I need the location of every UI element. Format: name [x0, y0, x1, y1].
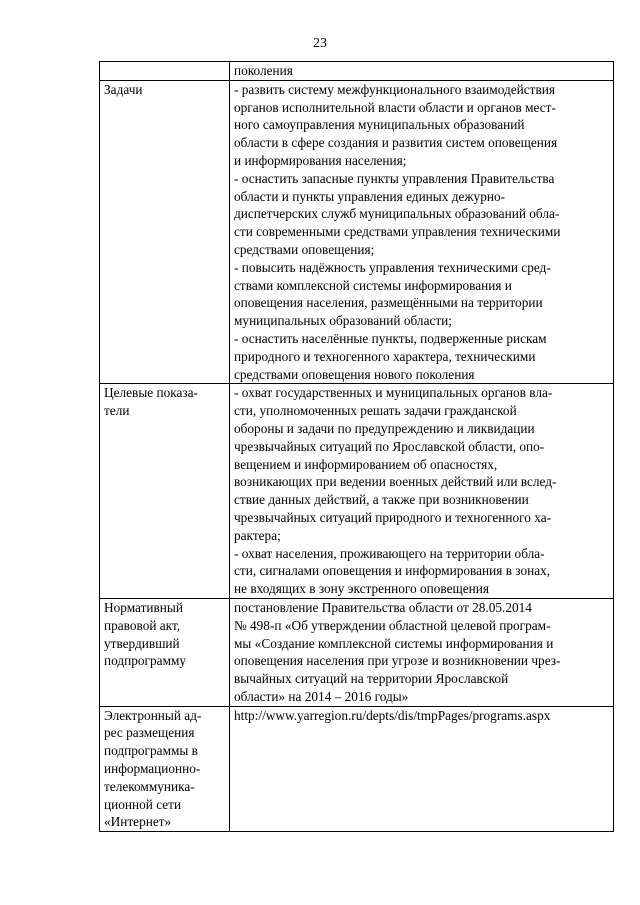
row-content-line: чрезвычайных ситуаций по Ярославской области, опо-	[234, 438, 545, 454]
page-number: 23	[313, 36, 327, 51]
row-content-line: обороны и задачи по предупреждению и ликвидации	[234, 420, 535, 436]
row-content-line: ного самоуправления муниципальных образований	[234, 117, 525, 133]
subprogram-passport-table	[99, 61, 614, 832]
row-label-line: Нормативный	[104, 599, 183, 615]
row-content-line: области в сфере создания и развития систем оповещения	[234, 135, 558, 151]
row-content-line: муниципальных образований области;	[234, 313, 452, 329]
row-label-line: утвердивший	[104, 635, 180, 651]
row-label-line: подпрограмму	[104, 653, 187, 669]
row-label-line: информационно-	[104, 761, 201, 777]
row-label-line: Задачи	[104, 81, 143, 97]
row-label-line: «Интернет»	[104, 814, 172, 830]
row-content-cell	[230, 706, 614, 832]
row-content-cell	[230, 384, 614, 599]
row-label-cell	[100, 384, 230, 599]
row-content-line: возникающих при ведении военных действий или вслед-	[234, 474, 557, 490]
row-content-line: - оснастить населённые пункты, подверженные рискам	[234, 330, 547, 346]
row-content-line: http://www.yarregion.ru/depts/dis/tmpPages/programs.aspx	[234, 707, 551, 723]
row-content-line: органов исполнительной власти области и органов мест-	[234, 99, 556, 115]
row-content-line: не входящих в зону экстренного оповещения	[234, 581, 489, 597]
row-label-line: телекоммуника-	[104, 778, 195, 794]
row-content-cell	[230, 598, 614, 706]
table-row	[100, 62, 614, 81]
row-content-line: области» на 2014 – 2016 годы»	[234, 688, 409, 704]
row-content-line: рактера;	[234, 527, 281, 543]
row-content-line: - развить систему межфункционального взаимодействия	[234, 81, 555, 97]
row-content-line: природного и техногенного характера, техническими	[234, 348, 536, 364]
row-content-line: и информирования населения;	[234, 152, 407, 168]
table-row	[100, 80, 614, 384]
row-content-line: поколения	[234, 63, 293, 78]
table-row	[100, 598, 614, 706]
row-content-line: - оснастить запасные пункты управления Правительства	[234, 170, 555, 186]
row-content-line: области и пункты управления единых дежурно-	[234, 188, 506, 204]
row-label-cell	[100, 598, 230, 706]
row-label-cell	[100, 80, 230, 384]
row-content-cell	[230, 62, 614, 81]
row-content-line: чрезвычайных ситуаций природного и техногенного ха-	[234, 509, 552, 525]
row-content-line: оповещения населения, размещёнными на территории	[234, 295, 543, 311]
row-content-line: диспетчерских служб муниципальных образований обла-	[234, 206, 560, 222]
row-label-line: правовой акт,	[104, 617, 181, 633]
row-content-line: сти современными средствами управления техническими	[234, 224, 561, 240]
row-content-line: сти, сигналами оповещения и информирования в зонах,	[234, 563, 551, 579]
row-content-line: - охват населения, проживающего на территории обла-	[234, 545, 545, 561]
row-content-line: ствами комплексной системы информирования и	[234, 277, 512, 293]
row-content-line: мы «Создание комплексной системы информирования и	[234, 635, 554, 651]
row-content-cell	[230, 80, 614, 384]
row-content-line: оповещения населения при угрозе и возникновении чрез-	[234, 653, 561, 669]
row-label-line: подпрограммы в	[104, 743, 198, 759]
table-row	[100, 384, 614, 599]
row-content-line: вещением и информированием об опасностях,	[234, 456, 498, 472]
row-content-line: ствие данных действий, а также при возникновении	[234, 492, 529, 508]
row-content-line: - повысить надёжность управления техническими сред-	[234, 259, 551, 275]
row-content-line: постановление Правительства области от 28.05.2014	[234, 599, 532, 615]
table-row	[100, 706, 614, 832]
row-label-cell	[100, 62, 230, 81]
row-content-line: средствами оповещения;	[234, 241, 375, 257]
row-label-line: ционной сети	[104, 796, 182, 812]
row-content-line: № 498-п «Об утверждении областной целевой програм-	[234, 617, 551, 633]
row-label-cell	[100, 706, 230, 832]
row-content-line: - охват государственных и муниципальных органов вла-	[234, 385, 553, 401]
row-label-line: рес размещения	[104, 725, 195, 741]
row-content-line: вычайных ситуаций на территории Ярославской	[234, 671, 509, 687]
row-label-line: Электронный ад-	[104, 707, 202, 723]
row-content-line: сти, уполномоченных решать задачи гражданской	[234, 403, 517, 419]
row-content-line: средствами оповещения нового поколения	[234, 366, 475, 382]
row-label-line: тели	[104, 403, 130, 419]
row-label-line: Целевые показа-	[104, 385, 198, 401]
